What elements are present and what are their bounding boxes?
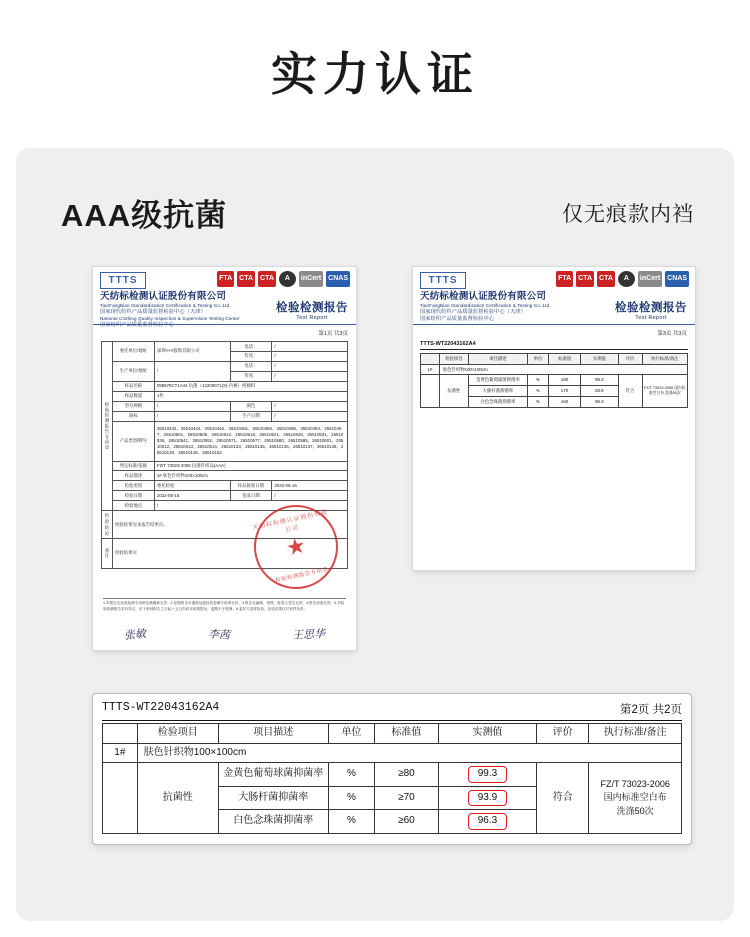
badge-a: A [279, 271, 296, 287]
section-note: 仅无痕款内裆 [562, 203, 694, 226]
col-unit: 单位 [328, 724, 374, 744]
cell-label: 样品描述 [113, 471, 155, 481]
badge-cnas: CNAS [665, 271, 689, 287]
col-item: 检验项目 [137, 724, 218, 744]
cell-label: 生产单位/地址 [113, 361, 155, 381]
badge-cta-2: CTA [597, 271, 615, 287]
cell-std: ≥60 [549, 396, 581, 407]
cell-group-label: 抗菌性 [137, 763, 218, 834]
cell-value: 1件 [154, 391, 347, 401]
cell-value: 深圳×××服饰有限公司 [154, 342, 230, 362]
highlighted-value: 93.9 [468, 790, 507, 807]
cell-measured [438, 786, 536, 810]
cell-item: 抗菌性 [439, 375, 468, 407]
badge-cta-2: CTA [258, 271, 276, 287]
signature-reviewer: 李茜 [207, 628, 231, 642]
cell-desc: 大肠杆菌抑菌率 [218, 786, 328, 810]
report-code: TTTS-WT22043162A4 [102, 701, 220, 714]
cell-label: 产品类型/牌号 [113, 421, 155, 461]
table-row [102, 391, 348, 401]
result-body [413, 325, 695, 416]
cell-unit: % [328, 810, 374, 834]
cell-label: 样品数量 [113, 391, 155, 401]
cell-value: / [154, 401, 230, 411]
cell-value: / [272, 401, 348, 411]
cell-value: 095878CT1A44 抗菌（12206071(S)-内裤）纯棉料 [154, 381, 347, 391]
table-row [102, 461, 348, 471]
cell-value: 1# 肤色针织物100×100cm [154, 471, 347, 481]
cell-value: / [154, 411, 230, 421]
cell-label: 备注 [102, 538, 113, 568]
cell-desc: 白色念珠菌抑菌率 [218, 810, 328, 834]
zoom-header [102, 701, 682, 721]
col-ref: 执行标准/备注 [589, 724, 682, 744]
star-icon: ★ [283, 532, 309, 561]
cell-measured [438, 763, 536, 787]
organization-name-cn: 天纺标检测认证股份有限公司 [100, 291, 227, 302]
stamp-text-top: 天纺标检测认证股份有限公司 [252, 509, 329, 534]
organization-name-cn: 天纺标检测认证股份有限公司 [420, 291, 547, 302]
cell-label: 传真： [230, 351, 272, 361]
organization-sub-3: 国家纺织产品质量监督检验中心 [100, 321, 175, 328]
col-no [103, 724, 138, 744]
cell-std: ≥80 [549, 375, 581, 386]
cell-eval: 符合 [537, 763, 589, 834]
cell-label: 检验类别 [113, 481, 155, 491]
antibacterial-result-table [102, 723, 682, 834]
ref-line-2: 国内标准空白布 [603, 792, 667, 802]
badge-cta-1: CTA [576, 271, 594, 287]
cell-no: 1# [103, 743, 138, 763]
table-row [421, 364, 688, 375]
report-title [276, 299, 348, 321]
page-indicator-right: 第3页 共3页 [657, 331, 687, 337]
cell-label: 电话： [230, 342, 272, 352]
badge-a: A [618, 271, 635, 287]
cell-value: 2022-05-16 [154, 491, 230, 501]
cell-unit: % [527, 386, 548, 397]
report-title [615, 299, 687, 321]
cell-value: 检验结果页 [113, 538, 348, 568]
ttts-logo: TTTS [420, 272, 466, 289]
cell-label: 电话： [230, 361, 272, 371]
cell-label: 颜色 [230, 401, 272, 411]
badge-incert: inCert [299, 271, 323, 287]
cell-value: / [272, 371, 348, 381]
accreditation-badges [217, 271, 350, 287]
ref-line-1: FZ/T 73023-2006 [600, 778, 670, 789]
highlighted-value: 99.3 [468, 766, 507, 783]
badge-incert: inCert [638, 271, 662, 287]
cell-value: / [272, 351, 348, 361]
col-meas: 实测值 [438, 724, 536, 744]
cell-reference [589, 763, 682, 834]
badge-cnas: CNAS [326, 271, 350, 287]
table-row [102, 401, 348, 411]
table-row [102, 361, 348, 371]
report-title-cn: 检验检测报告 [276, 302, 348, 314]
cell-value: 2022-05-16 [272, 481, 348, 491]
result-table [420, 353, 688, 408]
cell-ref: FZ/T 73023-2006 国内标准空白布 洗涤50次 [642, 375, 687, 407]
cell-label: 样品名称 [113, 381, 155, 391]
badge-fta: FTA [217, 271, 234, 287]
cell-unit: % [328, 786, 374, 810]
certification-panel [16, 148, 734, 921]
table-row [102, 481, 348, 491]
table-row [102, 342, 348, 352]
cell-label: 传真： [230, 371, 272, 381]
col-std: 标准值 [375, 724, 439, 744]
stamp-text-bottom: 检验检测报告专用章 [274, 566, 330, 584]
signature-row [93, 626, 356, 642]
cell-desc: 白色念珠菌抑菌率 [469, 396, 528, 407]
cell-std: ≥70 [375, 786, 439, 810]
table-row [102, 471, 348, 481]
certificate-page-1[interactable] [92, 266, 357, 651]
table-row [103, 743, 682, 763]
cell-eval: 符合 [618, 375, 642, 407]
cell-label: 样品接收日期 [230, 481, 272, 491]
cell-no [421, 375, 440, 407]
cell-value: / [272, 411, 348, 421]
col-unit: 单位 [527, 354, 548, 365]
badge-cta-1: CTA [237, 271, 255, 287]
col-desc: 项目描述 [469, 354, 528, 365]
report-title-en: Test Report [635, 315, 667, 321]
organization-sub-1: 国家现代纺织产品质量监督检验中心（天津） [100, 309, 206, 316]
cell-value: / [272, 361, 348, 371]
cell-std: ≥80 [375, 763, 439, 787]
col-no [421, 354, 440, 365]
col-std: 标准值 [549, 354, 581, 365]
cell-sample-desc: 肤色针织物100×100cm [137, 743, 681, 763]
cell-label: 商标 [113, 411, 155, 421]
page-indicator-left: 第1页 共3页 [318, 331, 348, 337]
cell-value: 26510442、26510444、26510462、26510481、26510484、26510486、26510494、26510497、26510501、26510506、26510512、26510518、26510521、26510528、26510531、26510536、26510541、26510552、26510571、26510577、26510580、26510585、26510601、26510612、26510613、26510614、26510133、26510135、26510136、26510137、26510138、26510139、26510145、26510162 [154, 421, 347, 461]
report-title-en: Test Report [296, 315, 328, 321]
cell-desc: 金黄色葡萄球菌抑菌率 [218, 763, 328, 787]
cell-label: 型号规格 [113, 401, 155, 411]
vertical-stamp-label: 检验检测报告专用章 [102, 342, 113, 511]
col-eval: 评价 [537, 724, 589, 744]
cell-no [103, 763, 138, 834]
cell-label: 检验结论 [102, 511, 113, 539]
organization-name-en: TianFangBiao Standardization Certification & Testing Co.,Ltd. [420, 303, 551, 309]
page-title: 实力认证 [271, 48, 479, 100]
zoomed-result-table[interactable] [92, 693, 692, 845]
col-eval: 评价 [618, 354, 642, 365]
certificate-footer-note: 1.本报告无检验检测专用章及骑缝章无效；2.复制报告未重新加盖检验检测专用章无效；3.报告无编制、审核、批准人签名无效；4.报告涂改无效；5.对检验检测报告若有异议，应于收到报告之日起十五日内向本机构提出，逾期不予受理；6.委托方送样检验，检验结果仅对来样负责。 [103, 598, 346, 612]
cell-unit: % [527, 375, 548, 386]
cell-desc: 肤色针织物100×100cm [439, 364, 687, 375]
table-header-row [421, 354, 688, 365]
cell-label: 检验地点 [113, 501, 155, 511]
certificate-header [413, 267, 695, 325]
cell-label: 判定标准/依据 [113, 461, 155, 471]
table-row [421, 375, 688, 386]
table-row [103, 763, 682, 787]
cell-meas: 93.9 [581, 386, 618, 397]
organization-block [420, 291, 551, 322]
organization-name-en: TianFangBiao Standardization Certification & Testing Co.,Ltd. [100, 303, 231, 309]
cell-measured [438, 810, 536, 834]
ttts-logo: TTTS [100, 272, 146, 289]
highlighted-value: 96.3 [468, 813, 507, 830]
col-desc: 项目描述 [218, 724, 328, 744]
table-row [102, 491, 348, 501]
cell-label: 签发日期 [230, 491, 272, 501]
col-meas: 实测值 [581, 354, 618, 365]
cell-value: FZ/T 73023-2006 抗菌针织品(AAA) [154, 461, 347, 471]
cell-std: ≥70 [549, 386, 581, 397]
ref-line-3: 洗涤50次 [616, 805, 654, 816]
organization-block [100, 291, 240, 328]
cell-label: 委托单位/地址 [113, 342, 155, 362]
section-title: AAA级抗菌 [61, 198, 228, 233]
cell-value: 委托检验 [154, 481, 230, 491]
cell-meas: 99.3 [581, 375, 618, 386]
organization-sub-2: National Clothing Quality Inspection & Supervision Testing Center [100, 315, 240, 321]
report-code: TTTS-WT22043162A4 [420, 341, 476, 347]
cell-desc: 金黄色葡萄球菌抑菌率 [469, 375, 528, 386]
cell-unit: % [527, 396, 548, 407]
cell-value: / [272, 342, 348, 352]
cell-unit: % [328, 763, 374, 787]
certificate-page-3[interactable] [412, 266, 696, 571]
badge-fta: FTA [556, 271, 573, 287]
cell-no: 1# [421, 364, 440, 375]
report-code-row [420, 341, 688, 350]
cell-value: / [154, 361, 230, 381]
organization-sub-2: 国家纺织产品质量监督检验中心 [420, 315, 495, 322]
page-indicator: 第2页 共2页 [620, 704, 682, 716]
col-ref: 执行标准/备注 [642, 354, 687, 365]
cell-value: / [154, 501, 347, 511]
organization-sub-1: 国家现代纺织产品质量监督检验中心（天津） [420, 309, 526, 316]
table-row [102, 381, 348, 391]
report-title-cn: 检验检测报告 [615, 302, 687, 314]
cell-meas: 96.3 [581, 396, 618, 407]
cell-label: 检验日期 [113, 491, 155, 501]
signature-editor: 张敏 [123, 627, 147, 643]
cell-value: / [272, 491, 348, 501]
accreditation-badges [556, 271, 689, 287]
cell-desc: 大肠杆菌抑菌率 [469, 386, 528, 397]
cell-label: 生产日期 [230, 411, 272, 421]
signature-approver: 王思华 [291, 628, 326, 642]
col-item: 检验项目 [439, 354, 468, 365]
cell-value: 检验结果见本报告结果页。 [113, 511, 348, 539]
table-header-row [103, 724, 682, 744]
cell-std: ≥60 [375, 810, 439, 834]
table-row [102, 411, 348, 421]
table-row [102, 421, 348, 461]
certificate-header [93, 267, 356, 328]
